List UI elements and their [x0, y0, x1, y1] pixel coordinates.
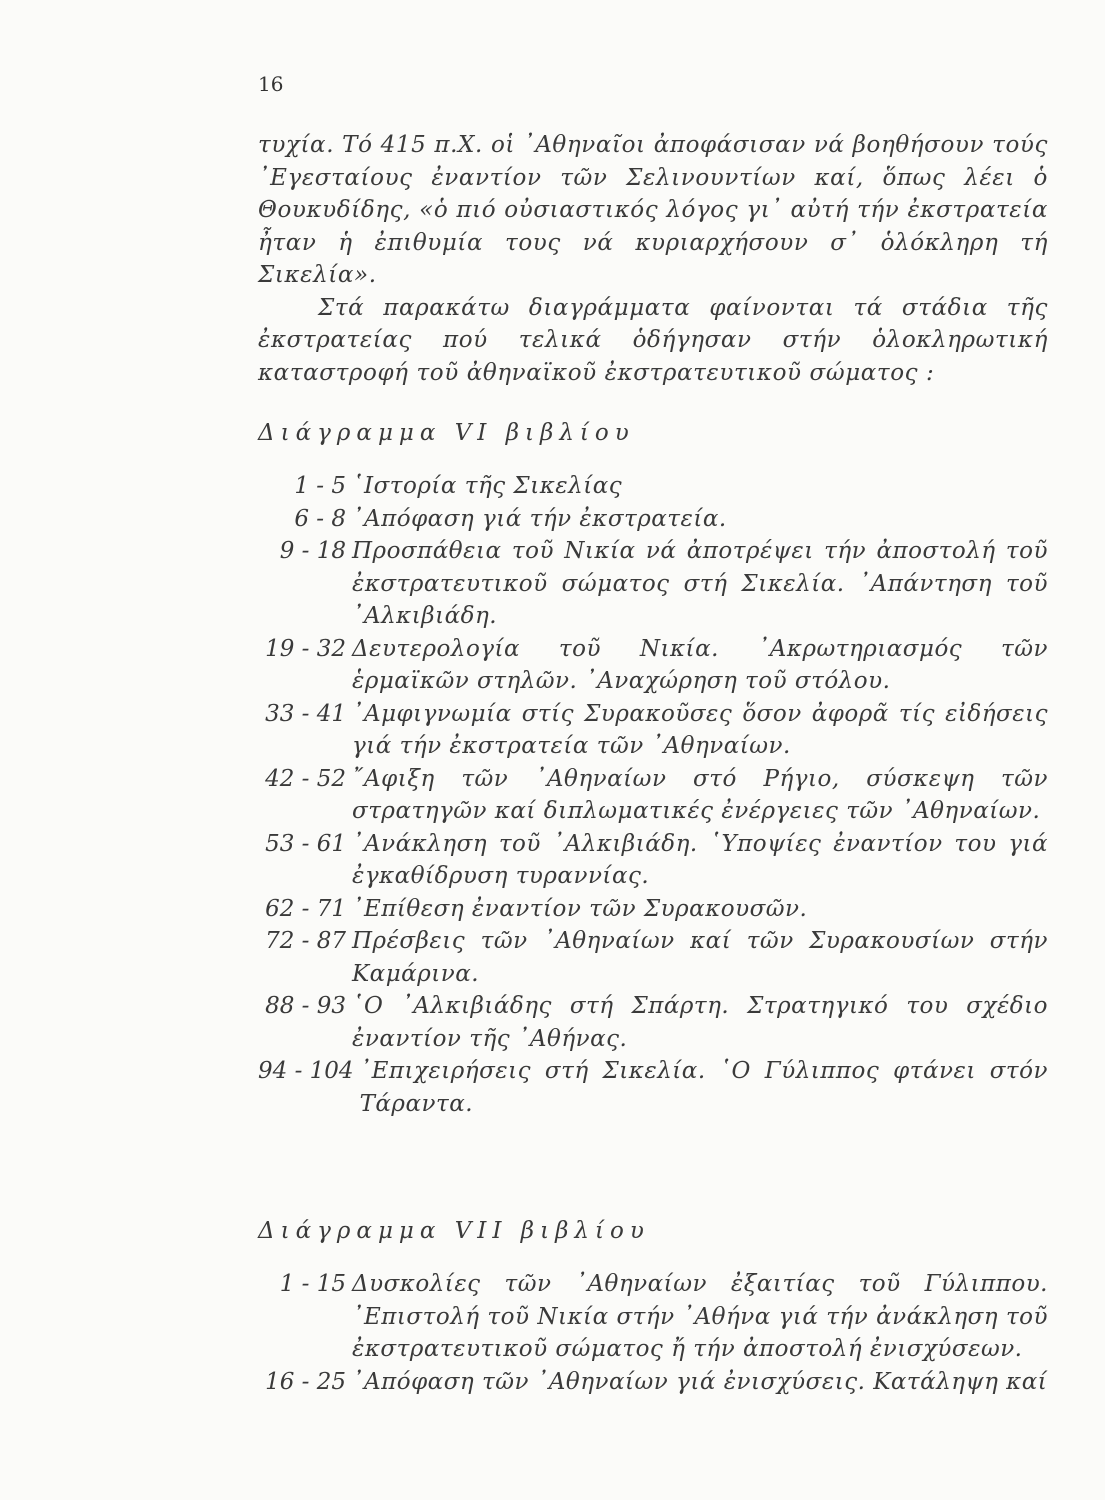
chapter-summary: ᾿Απόφαση τῶν ᾿Αθηναίων γιά ἐνισχύσεις. Κατάληψη καί: [352, 1368, 1048, 1395]
list-item: [258, 828, 1048, 893]
chapter-summary: ᾿Επιχειρήσεις στή Σικελία. ῾Ο Γύλιππος φτάνει στόν Τάραντα.: [359, 1058, 1048, 1117]
chapter-range: 88 - 93: [265, 993, 346, 1019]
chapter-range: 16 - 25: [265, 1368, 346, 1395]
list-item: [258, 893, 1048, 926]
chapter-summary: ῾Ιστορία τῆς Σικελίας: [352, 473, 623, 499]
chapter-summary: ῾Ο ᾿Αλκιβιάδης στή Σπάρτη. Στρατηγικό του σχέδιο ἐναντίον τῆς ᾿Αθήνας.: [352, 993, 1048, 1052]
list-item: [258, 1055, 1048, 1120]
chapter-summary: Δυσκολίες τῶν ᾿Αθηναίων ἐξαιτίας τοῦ Γύλιππου. ᾿Επιστολή τοῦ Νικία στήν ᾿Αθήνα γιά τήν ἀνάκληση τοῦ ἐκστρατευτικοῦ σώματος ἤ τήν ἀποστολή ἐνισχύσεων.: [352, 1271, 1048, 1362]
chapter-range: 6 - 8: [294, 505, 346, 532]
chapter-summary: Δευτερολογία τοῦ Νικία. ᾿Ακρωτηριασμός τῶν ἑρμαϊκῶν στηλῶν. ᾿Αναχώρηση τοῦ στόλου.: [352, 635, 1048, 694]
chapter-summary: ᾿Επίθεση ἐναντίον τῶν Συρακουσῶν.: [352, 895, 808, 922]
list-item: [258, 535, 1048, 633]
list-item: [258, 990, 1048, 1055]
list-item: [258, 763, 1048, 828]
chapter-range: 19 - 32: [265, 635, 346, 662]
chapter-range: 1 - 5: [294, 473, 346, 499]
chapter-summary: Προσπάθεια τοῦ Νικία νά ἀποτρέψει τήν ἀποστολή τοῦ ἐκστρατευτικοῦ σώματος στή Σικελία. ᾿Απάντηση τοῦ ᾿Αλκιβιάδη.: [352, 538, 1048, 629]
intro-paragraph-1: τυχία. Τό 415 π.Χ. οἱ ᾿Αθηναῖοι ἀποφάσισαν νά βοηθήσουν τούς ᾿Εγεσταίους ἐναντίον τῶν Σελινουντίων καί, ὅπως λέει ὁ Θουκυδίδης, «ὁ πιό οὐσιαστικός λόγος γι᾿ αὐτή τήν ἐκστρατεία ἦταν ἡ ἐπιθυμία τους νά κυριαρχήσουν σ᾿ ὁλόκληρη τή Σικελία».: [258, 132, 1048, 288]
chapter-range: 1 - 15: [279, 1271, 346, 1297]
list-item: [258, 633, 1048, 698]
chapter-range: 62 - 71: [265, 895, 346, 922]
intro-paragraph-2: Στά παρακάτω διαγράμματα φαίνονται τά στάδια τῆς ἐκστρατείας πού τελικά ὁδήγησαν στήν ὁλοκληρωτική καταστροφή τοῦ ἀθηναϊκοῦ ἐκστρατευτικοῦ σώματος :: [258, 294, 1048, 386]
chapter-range: 53 - 61: [265, 830, 346, 857]
list-item: [258, 698, 1048, 763]
list-item: [258, 470, 1048, 503]
chapter-range: 72 - 87: [265, 928, 346, 954]
page-number: 16: [258, 72, 284, 96]
chapter-summary: ᾿Απόφαση γιά τήν ἐκστρατεία.: [352, 505, 727, 532]
list-item: [258, 1268, 1048, 1366]
list-item: [258, 925, 1048, 990]
chapter-range: 9 - 18: [279, 538, 346, 564]
chapter-summary: ᾿Ανάκληση τοῦ ᾿Αλκιβιάδη. ῾Υποψίες ἐναντίον του γιά ἐγκαθίδρυση τυραννίας.: [352, 830, 1048, 889]
intro-text: [258, 129, 1048, 389]
list-item: [258, 503, 1048, 536]
chapter-summary: ᾿Αμφιγνωμία στίς Συρακοῦσες ὅσον ἀφορᾶ τίς εἰδήσεις γιά τήν ἐκστρατεία τῶν ᾿Αθηναίων.: [352, 700, 1048, 759]
chapter-summary: Πρέσβεις τῶν ᾿Αθηναίων καί τῶν Συρακουσίων στήν Καμάρινα.: [352, 928, 1048, 987]
diagram-vi-list: [258, 470, 1048, 1120]
chapter-summary: ῎Αφιξη τῶν ᾿Αθηναίων στό Ρήγιο, σύσκεψη τῶν στρατηγῶν καί διπλωματικές ἐνέργειες τῶν ᾿Αθηναίων.: [352, 765, 1048, 824]
chapter-range: 42 - 52: [265, 765, 346, 792]
diagram-vii-heading: Διάγραμμα VII βιβλίου: [258, 1218, 650, 1244]
chapter-range: 33 - 41: [265, 700, 346, 727]
diagram-vi-heading: Διάγραμμα VI βιβλίου: [258, 420, 635, 446]
chapter-range: 94 - 104: [258, 1058, 354, 1084]
list-item: [258, 1366, 1048, 1399]
diagram-vii-list: [258, 1268, 1048, 1398]
